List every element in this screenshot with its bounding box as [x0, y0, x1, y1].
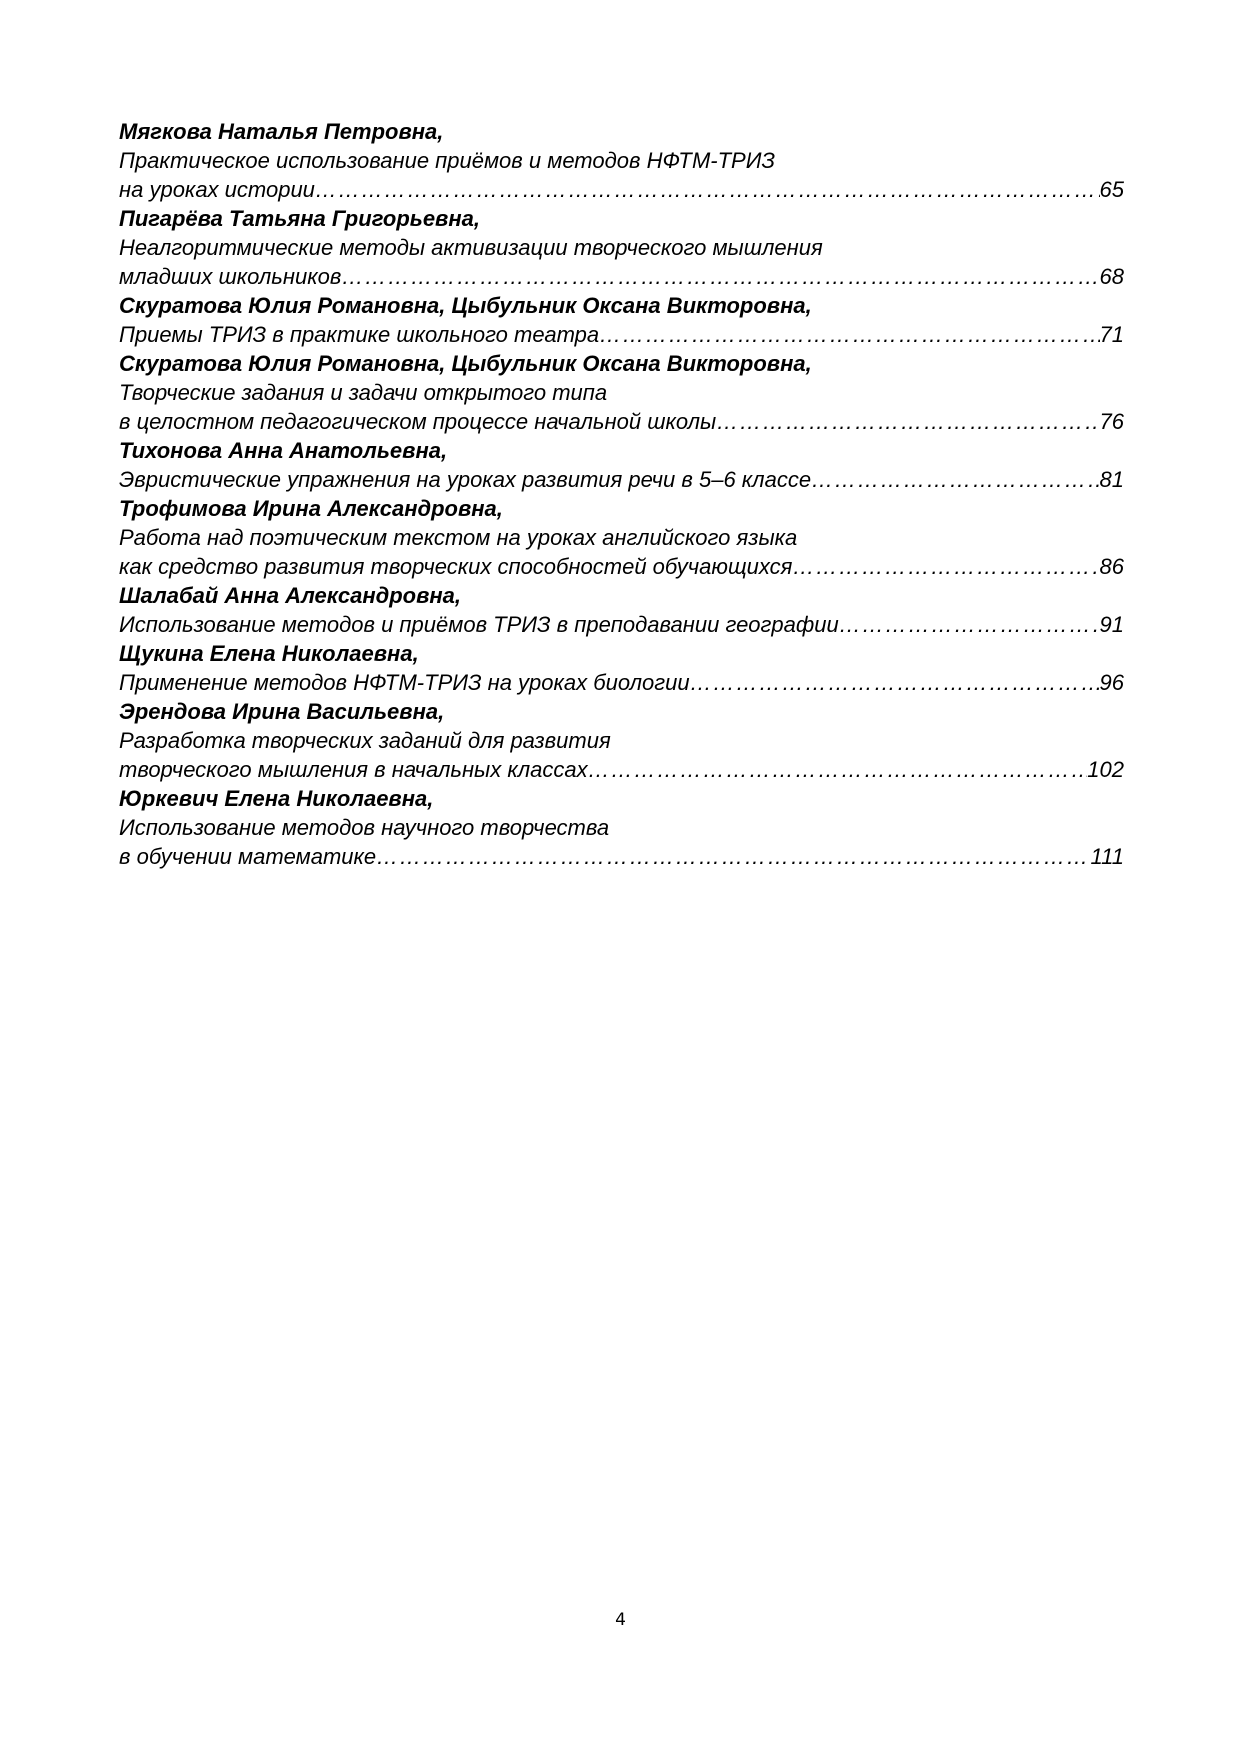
toc-entry-leader-line [119, 465, 1124, 494]
dot-leader [599, 320, 1099, 349]
dot-leader [690, 668, 1100, 697]
toc-entry-leader-line [119, 755, 1124, 784]
toc-entry-author: Тихонова Анна Анатольевна, [119, 438, 448, 463]
dot-leader [716, 407, 1099, 436]
dot-leader [811, 465, 1099, 494]
toc-entry-title-line: творческого мышления в начальных классах [119, 757, 588, 782]
toc-entry [119, 494, 1129, 581]
toc-entry-page-number: 68 [1099, 264, 1124, 289]
toc-entry-title-line: в целостном педагогическом процессе начальной школы [119, 409, 717, 434]
toc-entry [119, 117, 1129, 204]
toc-entry [119, 204, 1129, 291]
toc-entry [119, 349, 1129, 436]
toc-entry-page-number: 81 [1099, 467, 1124, 492]
toc-entry-title-line: младших школьников [119, 264, 342, 289]
dot-leader [588, 755, 1088, 784]
toc-entry-title-line: Разработка творческих заданий для развития [119, 728, 611, 753]
dot-leader [792, 552, 1099, 581]
toc-entry-page-number: 71 [1099, 322, 1124, 347]
toc-entry-leader-line [119, 610, 1124, 639]
dot-leader [315, 175, 1100, 204]
toc-entry-leader-line [119, 842, 1124, 871]
toc-entry-author: Эрендова Ирина Васильевна, [119, 699, 445, 724]
toc-entry-page-number: 76 [1099, 409, 1124, 434]
toc-entry-title-line: Практическое использование приёмов и методов НФТМ-ТРИЗ [119, 148, 775, 173]
toc-entry-page-number: 96 [1099, 670, 1124, 695]
toc-entry-author: Мягкова Наталья Петровна, [119, 119, 444, 144]
toc-entry-leader-line [119, 175, 1124, 204]
toc-entry-title-line: Применение методов НФТМ-ТРИЗ на уроках биологии [119, 670, 690, 695]
toc-entry-author: Юркевич Елена Николаевна, [119, 786, 434, 811]
toc-entry-author: Щукина Елена Николаевна, [119, 641, 419, 666]
toc-entry-page-number: 102 [1087, 757, 1124, 782]
toc-entry-title-line: Работа над поэтическим текстом на уроках английского языка [119, 525, 798, 550]
toc-entry-leader-line [119, 262, 1124, 291]
toc-entry-title-line: Использование методов научного творчества [119, 815, 610, 840]
toc-entry-author: Пигарёва Татьяна Григорьевна, [119, 206, 480, 231]
toc-entry [119, 581, 1129, 639]
toc-entry-title-line: Неалгоритмические методы активизации творческого мышления [119, 235, 823, 260]
table-of-contents [119, 117, 1129, 871]
toc-entry-leader-line [119, 552, 1124, 581]
toc-entry-page-number: 91 [1099, 612, 1124, 637]
dot-leader [839, 610, 1100, 639]
toc-entry-author: Скуратова Юлия Романовна, Цыбульник Оксана Викторовна, [119, 351, 812, 376]
toc-entry [119, 784, 1129, 871]
toc-entry-author: Скуратова Юлия Романовна, Цыбульник Оксана Викторовна, [119, 293, 812, 318]
toc-entry-leader-line [119, 407, 1124, 436]
toc-entry-page-number: 86 [1099, 554, 1124, 579]
dot-leader [341, 262, 1099, 291]
toc-entry-title-line: на уроках истории [119, 177, 315, 202]
toc-entry-page-number: 65 [1099, 177, 1124, 202]
toc-entry-title-line: Творческие задания и задачи открытого типа [119, 380, 608, 405]
toc-entry [119, 436, 1129, 494]
toc-entry-leader-line [119, 320, 1124, 349]
toc-entry [119, 697, 1129, 784]
toc-entry-title-line: Приемы ТРИЗ в практике школьного театра [119, 322, 600, 347]
toc-entry-author: Шалабай Анна Александровна, [119, 583, 462, 608]
toc-entry-title-line: Использование методов и приёмов ТРИЗ в преподавании географии [119, 612, 839, 637]
toc-entry-title-line: как средство развития творческих способностей обучающихся [119, 554, 793, 579]
toc-entry [119, 639, 1129, 697]
toc-entry-leader-line [119, 668, 1124, 697]
page-number: 4 [615, 1610, 626, 1630]
dot-leader [376, 842, 1090, 871]
toc-entry-title-line: в обучении математике [119, 844, 377, 869]
toc-entry-page-number: 111 [1090, 844, 1124, 869]
toc-entry-author: Трофимова Ирина Александровна, [119, 496, 503, 521]
toc-entry-title-line: Эвристические упражнения на уроках развития речи в 5–6 классе [119, 467, 812, 492]
toc-entry [119, 291, 1129, 349]
